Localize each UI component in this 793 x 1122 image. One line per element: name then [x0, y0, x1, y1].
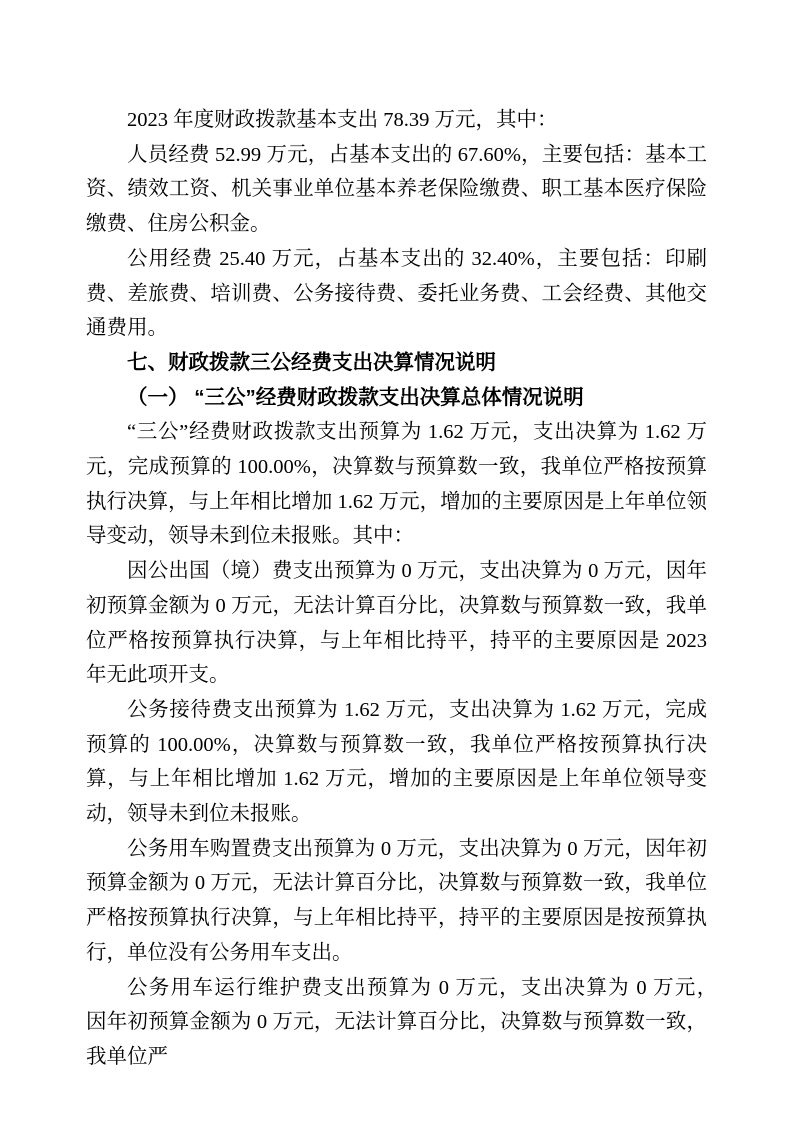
- paragraph-overseas-trips-expense: 因公出国（境）费支出预算为 0 万元，支出决算为 0 万元，因年初预算金额为 0 万元，无法计算百分比，决算数与预算数一致，我单位严格按预算执行决算，与上年相比持平，持平的主要原因是 2023 年无此项开支。: [86, 560, 707, 687]
- heading-section-seven-three-public-funds: 七、财政拨款三公经费支出决算情况说明: [127, 350, 496, 374]
- paragraph-personnel-funds: 人员经费 52.99 万元，占基本支出的 67.60%，主要包括：基本工资、绩效工资、机关事业单位基本养老保险缴费、职工基本医疗保险缴费、住房公积金。: [86, 143, 707, 236]
- paragraph-official-reception-expense: 公务接待费支出预算为 1.62 万元，支出决算为 1.62 万元，完成预算的 100.00%，决算数与预算数一致，我单位严格按预算执行决算，与上年相比增加 1.62 万元，增加的主要原因是上年单位领导变动，领导未到位未报账。: [86, 698, 707, 826]
- paragraph-public-funds: 公用经费 25.40 万元，占基本支出的 32.40%，主要包括：印刷费、差旅费、培训费、公务接待费、委托业务费、工会经费、其他交通费用。: [86, 247, 707, 340]
- paragraph-three-public-funds-overview: “三公”经费财政拨款支出预算为 1.62 万元，支出决算为 1.62 万元，完成预算的 100.00%，决算数与预算数一致，我单位严格按预算执行决算，与上年相比增加 1.62 万元，增加的主要原因是上年单位领导变动，领导未到位未报账。其中：: [86, 421, 707, 548]
- paragraph-vehicle-purchase-expense: 公务用车购置费支出预算为 0 万元，支出决算为 0 万元，因年初预算金额为 0 万元，无法计算百分比，决算数与预算数一致，我单位严格按预算执行决算，与上年相比持平，持平的主要原因是按预算执行，单位没有公务用车支出。: [86, 837, 707, 964]
- paragraph-vehicle-maintenance-expense: 公务用车运行维护费支出预算为 0 万元，支出决算为 0 万元， 因年初预算金额为 0 万元，无法计算百分比，决算数与预算数一致，我单位严: [86, 976, 728, 1068]
- heading-subsection-one-overall-situation: （一） “三公”经费财政拨款支出决算总体情况说明: [127, 385, 584, 409]
- paragraph-basic-expenditure-total: 2023 年度财政拨款基本支出 78.39 万元，其中：: [127, 109, 558, 131]
